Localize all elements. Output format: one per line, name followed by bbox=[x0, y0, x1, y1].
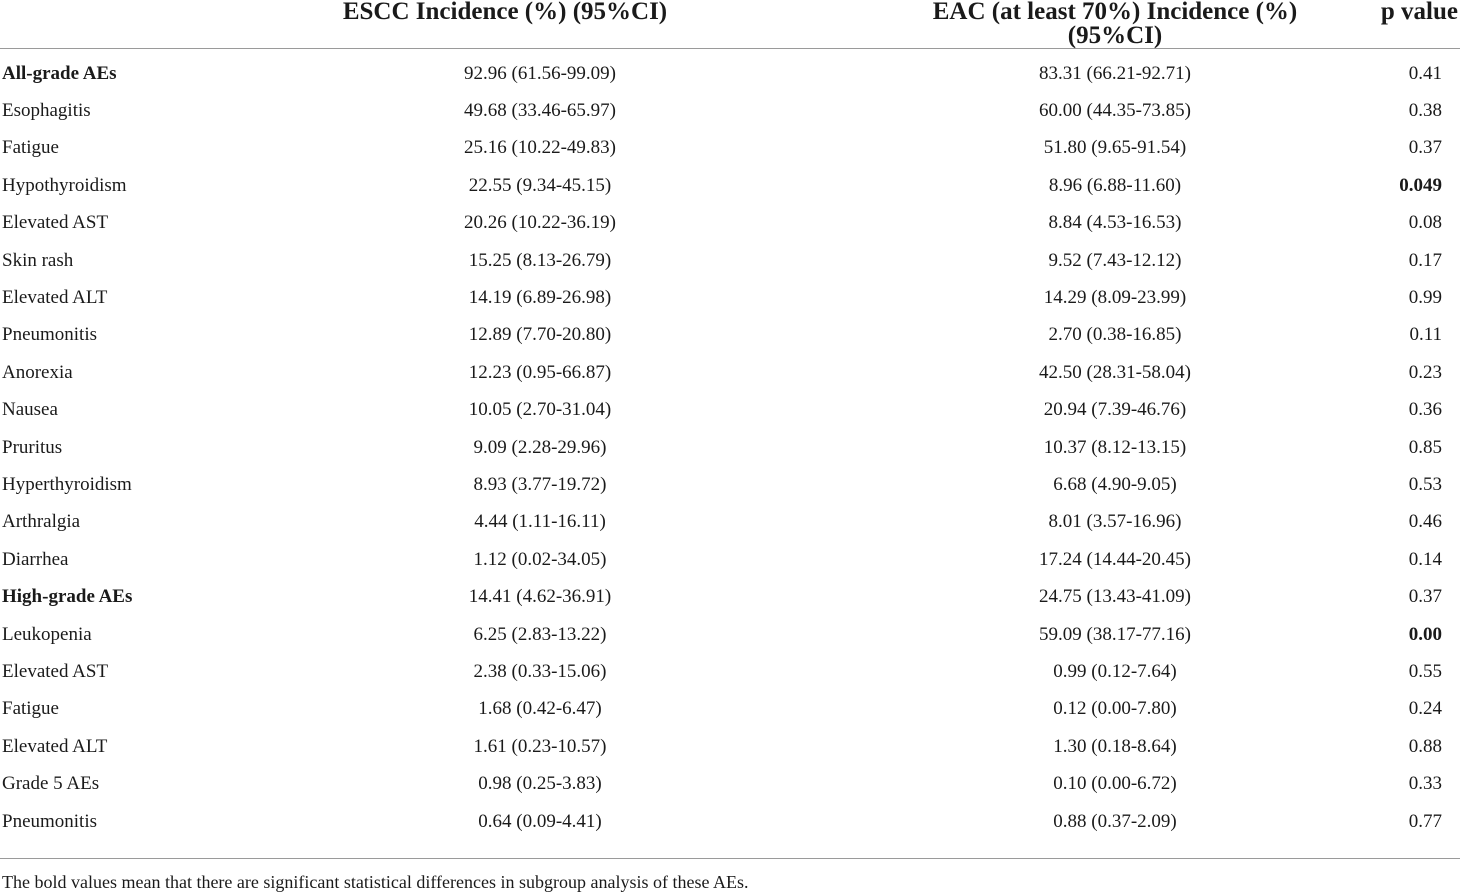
adverse-event-cell: Nausea bbox=[2, 399, 58, 421]
adverse-event-cell: Leukopenia bbox=[2, 623, 92, 645]
table-row bbox=[0, 653, 1460, 690]
eac-incidence-cell: 14.29 (8.09-23.99) bbox=[1043, 287, 1187, 309]
table-header bbox=[0, 0, 1460, 49]
escc-incidence-cell: 0.64 (0.09-4.41) bbox=[478, 810, 602, 832]
eac-incidence-cell: 0.88 (0.37-2.09) bbox=[1053, 810, 1177, 832]
p-value-cell: 0.24 bbox=[1408, 698, 1442, 720]
table-row bbox=[0, 392, 1460, 429]
eac-incidence-cell: 59.09 (38.17-77.16) bbox=[1039, 623, 1191, 645]
eac-incidence-cell: 24.75 (13.43-41.09) bbox=[1039, 586, 1191, 608]
adverse-event-cell: All-grade AEs bbox=[2, 62, 117, 84]
eac-incidence-cell: 9.52 (7.43-12.12) bbox=[1048, 249, 1182, 271]
p-value-cell: 0.23 bbox=[1408, 361, 1442, 383]
eac-incidence-cell: 10.37 (8.12-13.15) bbox=[1043, 436, 1187, 458]
table-row bbox=[0, 130, 1460, 167]
adverse-event-cell: Fatigue bbox=[2, 698, 59, 720]
escc-incidence-cell: 4.44 (1.11-16.11) bbox=[474, 511, 606, 533]
eac-incidence-cell: 1.30 (0.18-8.64) bbox=[1053, 735, 1177, 757]
p-value-cell: 0.38 bbox=[1408, 100, 1442, 122]
escc-incidence-cell: 14.41 (4.62-36.91) bbox=[468, 586, 612, 608]
table-row bbox=[0, 541, 1460, 578]
table-row bbox=[0, 504, 1460, 541]
escc-incidence-cell: 0.98 (0.25-3.83) bbox=[478, 773, 602, 795]
escc-incidence-cell: 25.16 (10.22-49.83) bbox=[464, 137, 616, 159]
p-value-cell: 0.77 bbox=[1408, 810, 1442, 832]
p-value-cell: 0.00 bbox=[1408, 623, 1442, 645]
table-row bbox=[0, 49, 1460, 93]
table-row bbox=[0, 279, 1460, 316]
p-value-cell: 0.11 bbox=[1409, 324, 1442, 346]
escc-incidence-cell: 15.25 (8.13-26.79) bbox=[468, 249, 612, 271]
escc-incidence-cell: 20.26 (10.22-36.19) bbox=[464, 212, 616, 234]
table-row bbox=[0, 466, 1460, 503]
eac-incidence-cell: 6.68 (4.90-9.05) bbox=[1053, 473, 1177, 495]
eac-incidence-cell: 20.94 (7.39-46.76) bbox=[1043, 399, 1187, 421]
eac-incidence-cell: 83.31 (66.21-92.71) bbox=[1039, 62, 1191, 84]
adverse-event-cell: Pneumonitis bbox=[2, 324, 98, 346]
eac-incidence-cell: 60.00 (44.35-73.85) bbox=[1039, 100, 1191, 122]
adverse-event-cell: Elevated AST bbox=[2, 212, 109, 234]
p-value-cell: 0.08 bbox=[1408, 212, 1442, 234]
eac-incidence-cell: 51.80 (9.65-91.54) bbox=[1043, 137, 1187, 159]
adverse-event-cell: Hypothyroidism bbox=[2, 174, 127, 196]
adverse-event-cell: High-grade AEs bbox=[2, 586, 133, 608]
table-row bbox=[0, 205, 1460, 242]
p-value-cell: 0.17 bbox=[1408, 249, 1442, 271]
escc-incidence-cell: 92.96 (61.56-99.09) bbox=[464, 62, 616, 84]
adverse-event-cell: Skin rash bbox=[2, 249, 74, 271]
adverse-event-cell: Anorexia bbox=[2, 361, 73, 383]
table-row bbox=[0, 578, 1460, 615]
escc-incidence-cell: 1.61 (0.23-10.57) bbox=[473, 735, 607, 757]
p-value-cell: 0.33 bbox=[1408, 773, 1442, 795]
header-adverse-event bbox=[0, 0, 190, 49]
adverse-event-cell: Pneumonitis bbox=[2, 810, 98, 832]
escc-incidence-cell: 6.25 (2.83-13.22) bbox=[473, 623, 607, 645]
p-value-cell: 0.41 bbox=[1408, 62, 1442, 84]
escc-incidence-cell: 2.38 (0.33-15.06) bbox=[473, 660, 607, 682]
adverse-event-cell: Elevated AST bbox=[2, 660, 109, 682]
table-row bbox=[0, 242, 1460, 279]
table-row bbox=[0, 354, 1460, 391]
table-row bbox=[0, 92, 1460, 129]
adverse-event-cell: Hyperthyroidism bbox=[2, 473, 132, 495]
table-row bbox=[0, 728, 1460, 765]
p-value-cell: 0.99 bbox=[1408, 287, 1442, 309]
p-value-cell: 0.049 bbox=[1399, 174, 1442, 196]
eac-incidence-cell: 0.99 (0.12-7.64) bbox=[1053, 660, 1177, 682]
eac-incidence-cell: 0.12 (0.00-7.80) bbox=[1053, 698, 1177, 720]
table-row bbox=[0, 317, 1460, 354]
escc-incidence-cell: 49.68 (33.46-65.97) bbox=[464, 100, 616, 122]
escc-incidence-cell: 12.23 (0.95-66.87) bbox=[468, 361, 612, 383]
eac-incidence-cell: 17.24 (14.44-20.45) bbox=[1039, 548, 1191, 570]
footnote-divider bbox=[0, 858, 1460, 859]
header-eac-incidence: EAC (at least 70%) Incidence (%) (95%CI) bbox=[750, 0, 1330, 49]
adverse-event-cell: Elevated ALT bbox=[2, 735, 108, 757]
escc-incidence-cell: 1.12 (0.02-34.05) bbox=[473, 548, 607, 570]
p-value-cell: 0.88 bbox=[1408, 735, 1442, 757]
table-row bbox=[0, 691, 1460, 728]
table-row bbox=[0, 803, 1460, 850]
adverse-event-cell: Pruritus bbox=[2, 436, 63, 458]
escc-incidence-cell: 14.19 (6.89-26.98) bbox=[468, 287, 612, 309]
table-row bbox=[0, 765, 1460, 802]
table-footnote: The bold values mean that there are significant statistical differences in subgroup analysis of these AEs. bbox=[2, 872, 749, 892]
adverse-event-cell: Arthralgia bbox=[2, 511, 81, 533]
table-row bbox=[0, 616, 1460, 653]
adverse-event-cell: Fatigue bbox=[2, 137, 59, 159]
escc-incidence-cell: 1.68 (0.42-6.47) bbox=[478, 698, 602, 720]
eac-incidence-cell: 0.10 (0.00-6.72) bbox=[1053, 773, 1177, 795]
p-value-cell: 0.37 bbox=[1408, 137, 1442, 159]
header-row bbox=[0, 0, 1460, 49]
p-value-cell: 0.55 bbox=[1408, 660, 1442, 682]
eac-incidence-cell: 8.84 (4.53-16.53) bbox=[1048, 212, 1182, 234]
p-value-cell: 0.37 bbox=[1408, 586, 1442, 608]
escc-incidence-cell: 12.89 (7.70-20.80) bbox=[468, 324, 612, 346]
escc-incidence-cell: 8.93 (3.77-19.72) bbox=[473, 473, 607, 495]
eac-incidence-cell: 42.50 (28.31-58.04) bbox=[1039, 361, 1191, 383]
adverse-event-cell: Grade 5 AEs bbox=[2, 773, 100, 795]
p-value-cell: 0.53 bbox=[1408, 473, 1442, 495]
p-value-cell: 0.85 bbox=[1408, 436, 1442, 458]
escc-incidence-cell: 10.05 (2.70-31.04) bbox=[468, 399, 612, 421]
eac-incidence-cell: 8.01 (3.57-16.96) bbox=[1048, 511, 1182, 533]
table-row bbox=[0, 429, 1460, 466]
escc-incidence-cell: 9.09 (2.28-29.96) bbox=[473, 436, 607, 458]
eac-incidence-cell: 8.96 (6.88-11.60) bbox=[1048, 174, 1182, 196]
header-p-value: p value bbox=[1330, 0, 1460, 49]
adverse-event-cell: Diarrhea bbox=[2, 548, 69, 570]
table-body bbox=[0, 49, 1460, 851]
p-value-cell: 0.36 bbox=[1408, 399, 1442, 421]
escc-incidence-cell: 22.55 (9.34-45.15) bbox=[468, 174, 612, 196]
adverse-event-cell: Elevated ALT bbox=[2, 287, 108, 309]
adverse-event-cell: Esophagitis bbox=[2, 100, 91, 122]
p-value-cell: 0.46 bbox=[1408, 511, 1442, 533]
eac-incidence-cell: 2.70 (0.38-16.85) bbox=[1048, 324, 1182, 346]
p-value-cell: 0.14 bbox=[1408, 548, 1442, 570]
table-row bbox=[0, 167, 1460, 204]
header-escc-incidence: ESCC Incidence (%) (95%CI) bbox=[190, 0, 750, 49]
